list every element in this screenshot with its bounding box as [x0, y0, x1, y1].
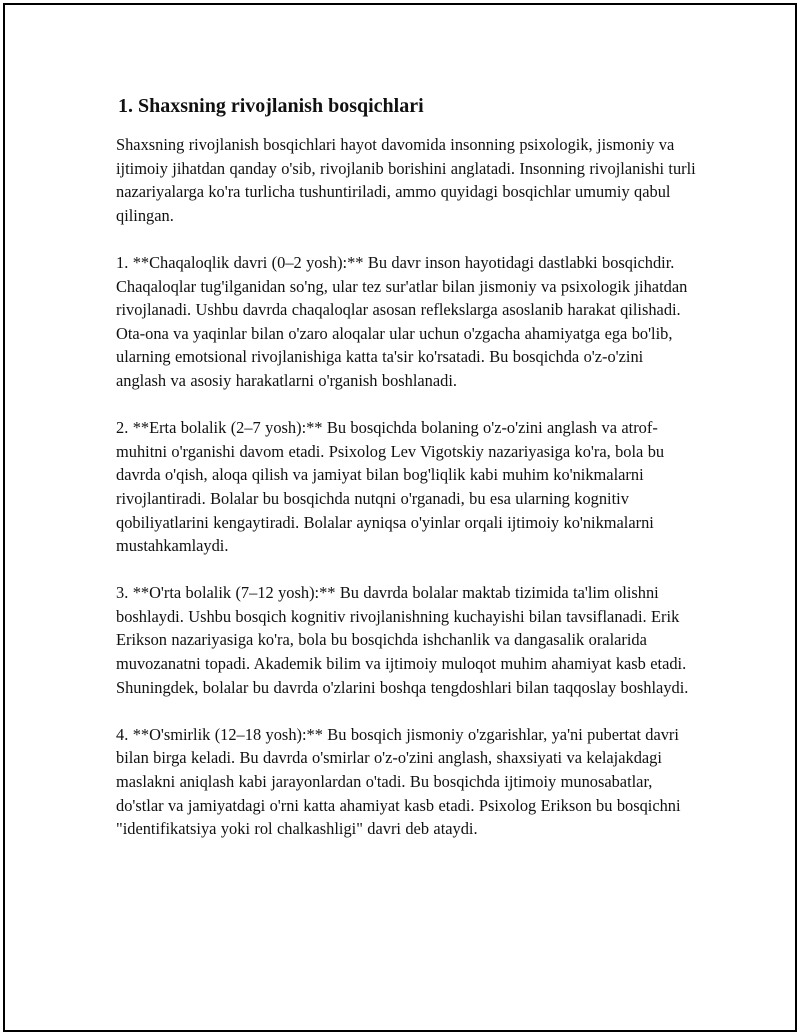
section-heading: 1. Shaxsning rivojlanish bosqichlari	[118, 95, 424, 117]
paragraph-early-childhood: 2. **Erta bolalik (2–7 yosh):** Bu bosqichda bolaning o'z-o'zini anglash va atrof-muhitni o'rganishi davom etadi. Psixolog Lev Vigotskiy nazariyasiga ko'ra, bola bu davrda o'qish, aloqa qilish va jamiyat bilan bog'liqlik kabi muhim ko'nikmalarni rivojlantiradi. Bolalar bu bosqichda nutqni o'rganadi, bu esa ularning kognitiv qobiliyatlarini kengaytiradi. Bolalar ayniqsa o'yinlar orqali ijtimoiy ko'nikmalarni mustahkamlaydi.	[116, 418, 665, 556]
paragraph-infancy: 1. **Chaqaloqlik davri (0–2 yosh):** Bu davr inson hayotidagi dastlabki bosqichdir. Chaqaloqlar tug'ilganidan so'ng, ular tez sur'atlar bilan jismoniy va psixologik jihatdan rivojlanadi. Ushbu davrda chaqaloqlar asosan reflekslarga asoslanib harakat qilishadi. Ota-ona va yaqinlar bilan o'zaro aloqalar ular uchun o'zgacha ahamiyatga ega bo'lib, ularning emotsional rivojlanishiga katta ta'sir ko'rsatadi. Bu bosqichda o'z-o'zini anglash va asosiy harakatlarni o'rganish boshlanadi.	[116, 252, 688, 390]
paragraph-middle-childhood: 3. **O'rta bolalik (7–12 yosh):** Bu davrda bolalar maktab tizimida ta'lim olishni boshlaydi. Ushbu bosqich kognitiv rivojlanishning kuchayishi bilan tavsiflanadi. Erik Erikson nazariyasiga ko'ra, bola bu bosqichda ishchanlik va dangasalik oralarida muvozanatni topadi. Akademik bilim va ijtimoiy muloqot muhim ahamiyat kasb etadi. Shuningdek, bolalar bu davrda o'zlarini boshqa tengdoshlari bilan taqqoslay boshlaydi.	[116, 583, 689, 697]
document-body	[116, 93, 696, 841]
paragraph-adolescence: 4. **O'smirlik (12–18 yosh):** Bu bosqich jismoniy o'zgarishlar, ya'ni pubertat davri bilan birga keladi. Bu davrda o'smirlar o'z-o'zini anglash, shaxsiyati va kelajakdagi maslakni aniqlash kabi jarayonlardan o'tadi. Bu bosqichda ijtimoiy munosabatlar, do'stlar va jamiyatdagi o'rni katta ahamiyat kasb etadi. Psixolog Erikson bu bosqichni "identifikatsiya yoki rol chalkashligi" davri deb ataydi.	[116, 724, 681, 839]
intro-paragraph: Shaxsning rivojlanish bosqichlari hayot davomida insonning psixologik, jismoniy va ijtimoiy jihatdan qanday o'sib, rivojlanib borishini anglatadi. Insonning rivojlanishi turli nazariyalarga ko'ra turlicha tushuntiriladi, ammo quyidagi bosqichlar umumiy qabul qilingan.	[116, 135, 696, 225]
